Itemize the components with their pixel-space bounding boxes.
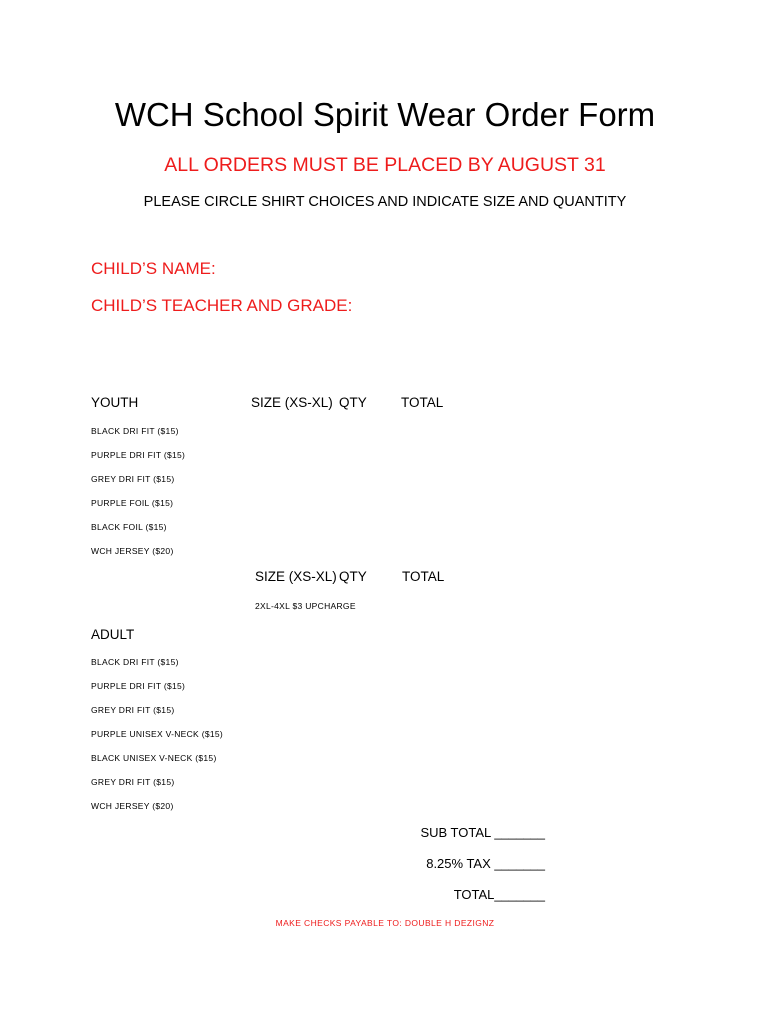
payable-note: MAKE CHECKS PAYABLE TO: DOUBLE H DEZIGNZ xyxy=(275,918,495,928)
tax-line[interactable]: 8.25% TAX _______ xyxy=(426,856,545,871)
youth-item-grey-dri-fit[interactable]: GREY DRI FIT ($15) xyxy=(91,474,175,484)
subtotal-line[interactable]: SUB TOTAL _______ xyxy=(420,825,545,840)
adult-total-header: TOTAL xyxy=(402,569,445,584)
youth-heading: YOUTH xyxy=(91,395,139,410)
form-title: WCH School Spirit Wear Order Form xyxy=(114,96,656,133)
adult-item-grey-dri-fit-2[interactable]: GREY DRI FIT ($15) xyxy=(91,777,175,787)
youth-item-purple-foil[interactable]: PURPLE FOIL ($15) xyxy=(91,498,174,508)
youth-item-wch-jersey[interactable]: WCH JERSEY ($20) xyxy=(91,546,174,556)
youth-total-header: TOTAL xyxy=(401,395,444,410)
youth-item-purple-dri-fit[interactable]: PURPLE DRI FIT ($15) xyxy=(91,450,186,460)
total-line[interactable]: TOTAL_______ xyxy=(453,887,545,902)
youth-qty-header: QTY xyxy=(339,395,367,410)
adult-item-purple-v-neck[interactable]: PURPLE UNISEX V-NECK ($15) xyxy=(91,729,224,739)
adult-qty-header: QTY xyxy=(339,569,367,584)
youth-size-header: SIZE (XS-XL) xyxy=(251,395,333,410)
order-deadline: ALL ORDERS MUST BE PLACED BY AUGUST 31 xyxy=(164,154,606,176)
adult-item-wch-jersey[interactable]: WCH JERSEY ($20) xyxy=(91,801,174,811)
youth-item-black-foil[interactable]: BLACK FOIL ($15) xyxy=(91,522,167,532)
adult-item-black-v-neck[interactable]: BLACK UNISEX V-NECK ($15) xyxy=(91,753,217,763)
child-name-field[interactable]: CHILD’S NAME: xyxy=(91,259,216,278)
youth-item-black-dri-fit[interactable]: BLACK DRI FIT ($15) xyxy=(91,426,179,436)
adult-item-grey-dri-fit[interactable]: GREY DRI FIT ($15) xyxy=(91,705,175,715)
adult-heading: ADULT xyxy=(91,627,135,642)
adult-size-header: SIZE (XS-XL) xyxy=(255,569,337,584)
upcharge-note: 2XL-4XL $3 UPCHARGE xyxy=(255,601,356,611)
instructions: PLEASE CIRCLE SHIRT CHOICES AND INDICATE SIZE AND QUANTITY xyxy=(143,194,627,210)
adult-item-black-dri-fit[interactable]: BLACK DRI FIT ($15) xyxy=(91,657,179,667)
adult-item-purple-dri-fit[interactable]: PURPLE DRI FIT ($15) xyxy=(91,681,186,691)
teacher-grade-field[interactable]: CHILD’S TEACHER AND GRADE: xyxy=(91,296,353,315)
